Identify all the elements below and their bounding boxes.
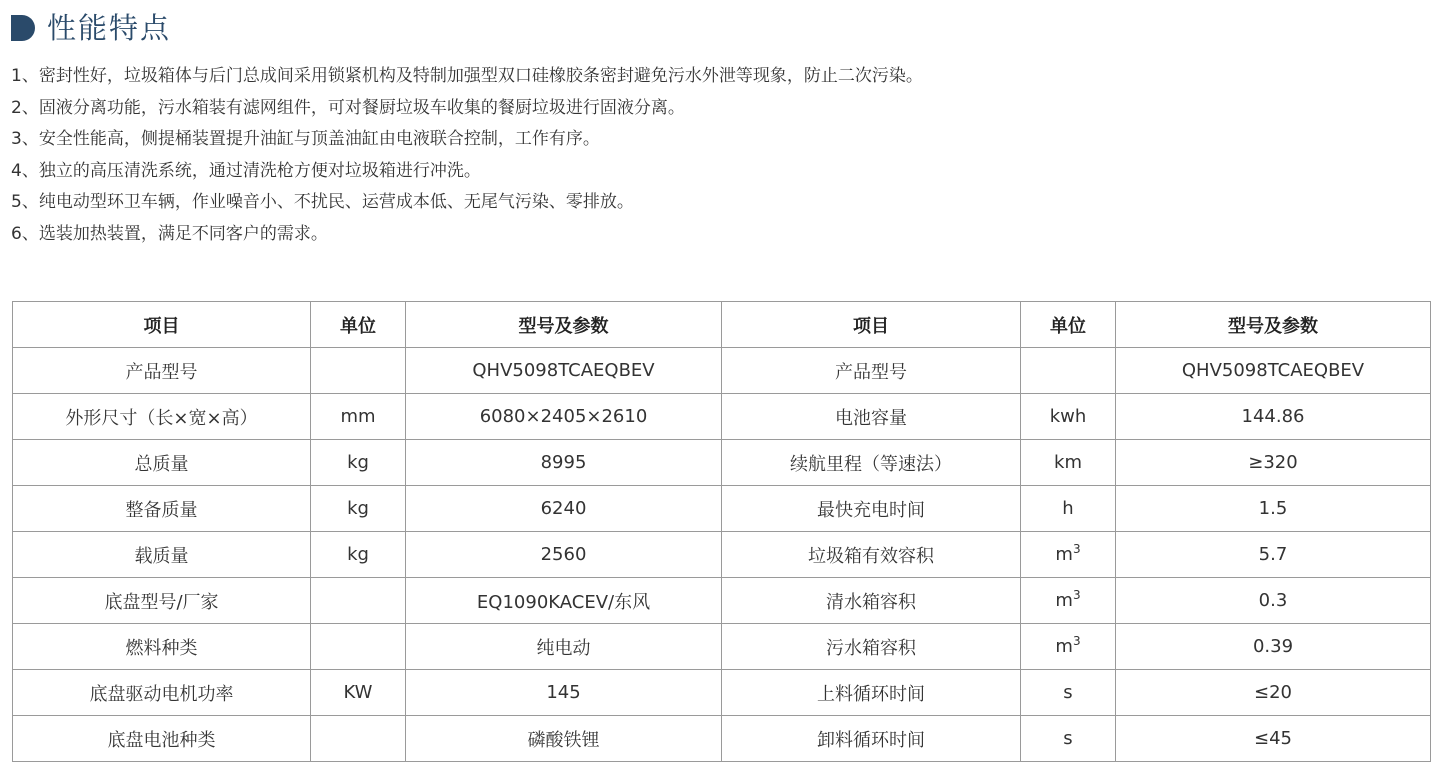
- item-cell: 续航里程（等速法）: [722, 440, 1021, 486]
- feature-item: 1、密封性好，垃圾箱体与后门总成间采用锁紧机构及特制加强型双口硅橡胶条密封避免污水外泄等现象，防止二次污染。: [11, 66, 923, 86]
- item-cell: 污水箱容积: [722, 624, 1021, 670]
- item-cell: 总质量: [13, 440, 311, 486]
- feature-item: 5、纯电动型环卫车辆，作业噪音小、不扰民、运营成本低、无尾气污染、零排放。: [11, 192, 634, 212]
- item-cell: 清水箱容积: [722, 578, 1021, 624]
- column-header-value: 型号及参数: [406, 302, 722, 348]
- column-header-value: 型号及参数: [1116, 302, 1431, 348]
- item-cell: 整备质量: [13, 486, 311, 532]
- unit-base: h: [1062, 498, 1074, 519]
- unit-cell: KW: [311, 670, 406, 716]
- table-row: [13, 348, 1431, 394]
- value-cell: QHV5098TCAEQBEV: [1116, 348, 1431, 394]
- unit-base: m: [1055, 544, 1073, 565]
- value-cell: ≥320: [1116, 440, 1431, 486]
- column-header-item: 项目: [722, 302, 1021, 348]
- unit-base: s: [1063, 728, 1073, 749]
- unit-base: kwh: [1049, 406, 1087, 427]
- unit-cell: kg: [311, 532, 406, 578]
- value-cell: 0.3: [1116, 578, 1431, 624]
- table-row: [13, 394, 1431, 440]
- value-cell: 6080×2405×2610: [406, 394, 722, 440]
- value-cell: 5.7: [1116, 532, 1431, 578]
- item-cell: 最快充电时间: [722, 486, 1021, 532]
- feature-item: 2、固液分离功能，污水箱装有滤网组件，可对餐厨垃圾车收集的餐厨垃圾进行固液分离。: [11, 97, 685, 118]
- unit-cell: [311, 624, 406, 670]
- unit-cell: [311, 348, 406, 394]
- value-cell: ≤20: [1116, 670, 1431, 716]
- table-row: [13, 578, 1431, 624]
- table-row: [13, 716, 1431, 762]
- item-cell: 底盘电池种类: [13, 716, 311, 762]
- unit-cell: [311, 716, 406, 762]
- value-cell: 8995: [406, 440, 722, 486]
- column-header-unit: 单位: [1021, 302, 1116, 348]
- unit-superscript: 3: [1072, 588, 1081, 602]
- value-cell: ≤45: [1116, 716, 1431, 762]
- unit-base: km: [1054, 452, 1082, 473]
- item-cell: 电池容量: [722, 394, 1021, 440]
- unit-cell: [1021, 532, 1116, 578]
- table-row: [13, 532, 1431, 578]
- unit-cell: kg: [311, 440, 406, 486]
- item-cell: 燃料种类: [13, 624, 311, 670]
- unit-cell: [1021, 716, 1116, 762]
- value-cell: QHV5098TCAEQBEV: [406, 348, 722, 394]
- item-cell: 产品型号: [722, 348, 1021, 394]
- item-cell: 垃圾箱有效容积: [722, 532, 1021, 578]
- unit-cell: mm: [311, 394, 406, 440]
- feature-item: 3、安全性能高，侧提桶装置提升油缸与顶盖油缸由电液联合控制，工作有序。: [11, 129, 600, 149]
- unit-base: m: [1055, 590, 1073, 611]
- feature-list: [11, 61, 923, 250]
- item-cell: 产品型号: [13, 348, 311, 394]
- value-cell: 1.5: [1116, 486, 1431, 532]
- unit-superscript: 3: [1072, 634, 1081, 648]
- unit-cell: [1021, 394, 1116, 440]
- value-cell: 0.39: [1116, 624, 1431, 670]
- d-shape-icon: [11, 15, 37, 41]
- item-cell: 底盘型号/厂家: [13, 578, 311, 624]
- unit-cell: [311, 578, 406, 624]
- value-cell: 2560: [406, 532, 722, 578]
- page-title: 性能特点: [47, 11, 172, 45]
- value-cell: 纯电动: [406, 624, 722, 670]
- item-cell: 卸料循环时间: [722, 716, 1021, 762]
- spec-table: [12, 301, 1431, 762]
- unit-cell: [1021, 440, 1116, 486]
- unit-superscript: 3: [1072, 542, 1081, 556]
- unit-cell: [1021, 670, 1116, 716]
- value-cell: 6240: [406, 486, 722, 532]
- item-cell: 载质量: [13, 532, 311, 578]
- unit-cell: [1021, 486, 1116, 532]
- column-header-unit: 单位: [311, 302, 406, 348]
- column-header-item: 项目: [13, 302, 311, 348]
- table-header-row: [13, 302, 1431, 348]
- section-header: [11, 8, 171, 48]
- unit-cell: kg: [311, 486, 406, 532]
- item-cell: 底盘驱动电机功率: [13, 670, 311, 716]
- value-cell: 144.86: [1116, 394, 1431, 440]
- unit-base: m: [1055, 636, 1073, 657]
- table-row: [13, 624, 1431, 670]
- table-row: [13, 440, 1431, 486]
- unit-cell: [1021, 624, 1116, 670]
- item-cell: 外形尺寸（长×宽×高）: [13, 394, 311, 440]
- unit-cell: [1021, 348, 1116, 394]
- item-cell: 上料循环时间: [722, 670, 1021, 716]
- unit-base: s: [1063, 682, 1073, 703]
- unit-cell: [1021, 578, 1116, 624]
- table-row: [13, 670, 1431, 716]
- feature-item: 6、选装加热装置，满足不同客户的需求。: [11, 223, 328, 244]
- value-cell: 磷酸铁锂: [406, 716, 722, 762]
- feature-item: 4、独立的高压清洗系统，通过清洗枪方便对垃圾箱进行冲洗。: [11, 160, 481, 181]
- table-row: [13, 486, 1431, 532]
- value-cell: 145: [406, 670, 722, 716]
- value-cell: EQ1090KACEV/东风: [406, 578, 722, 624]
